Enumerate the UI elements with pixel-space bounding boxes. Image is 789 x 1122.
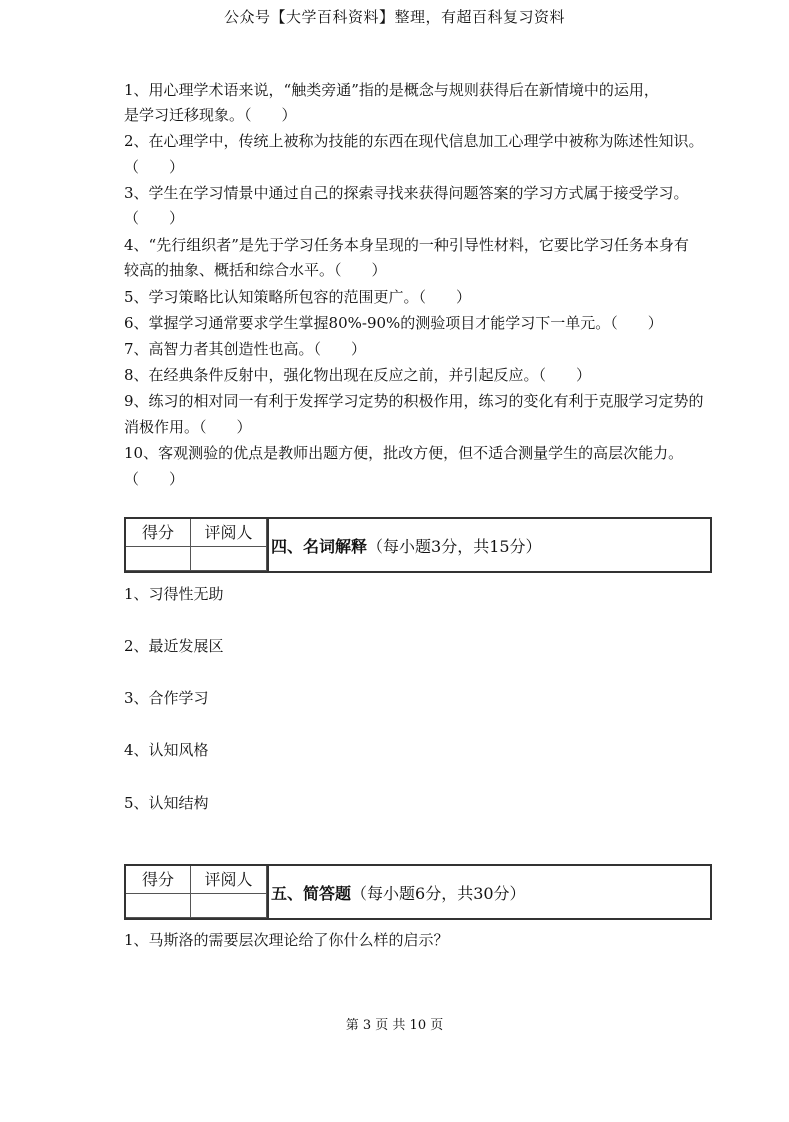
judgement-item-5: 5、学习策略比认知策略所包容的范围更广。（ ）	[124, 288, 472, 306]
judgement-item-2-line-2: （ ）	[124, 158, 185, 176]
section5-title-note: （每小题6分，共30分）	[351, 883, 526, 903]
reviewer-label: 评阅人	[191, 866, 267, 894]
score-label: 得分	[126, 519, 191, 547]
judgement-item-3-line-1: 3、学生在学习情景中通过自己的探索寻找来获得问题答案的学习方式属于接受学习。	[124, 184, 689, 202]
term-1: 1、习得性无助	[124, 585, 224, 603]
term-4: 4、认知风格	[124, 741, 209, 759]
page-footer: 第 3 页 共 10 页	[345, 1018, 444, 1033]
term-2: 2、最近发展区	[124, 637, 224, 655]
term-5: 5、认知结构	[124, 794, 209, 812]
score-cell	[126, 894, 191, 918]
term-3: 3、合作学习	[124, 689, 209, 707]
reviewer-cell	[191, 894, 267, 918]
section4-title-note: （每小题3分，共15分）	[367, 536, 542, 556]
short-answer-1: 1、马斯洛的需要层次理论给了你什么样的启示？	[124, 931, 449, 949]
judgement-item-2-line-1: 2、在心理学中，传统上被称为技能的东西在现代信息加工心理学中被称为陈述性知识。	[124, 132, 704, 150]
judgement-item-8: 8、在经典条件反射中，强化物出现在反应之前，并引起反应。（ ）	[124, 366, 592, 384]
judgement-item-4-line-1: 4、“先行组织者”是先于学习任务本身呈现的一种引导性材料，它要比学习任务本身有	[124, 236, 689, 254]
judgement-item-7: 7、高智力者其创造性也高。（ ）	[124, 340, 367, 358]
judgement-item-10-line-2: （ ）	[124, 470, 185, 488]
section5-title	[267, 866, 526, 918]
reviewer-label: 评阅人	[191, 519, 267, 547]
section4-title-bold: 四、名词解释	[271, 536, 368, 556]
section4-header-table	[124, 517, 712, 573]
page-header: 公众号【大学百科资料】整理，有超百科复习资料	[223, 8, 565, 26]
score-label: 得分	[126, 866, 191, 894]
judgement-item-9-line-2: 消极作用。（ ）	[124, 418, 252, 436]
reviewer-cell	[191, 547, 267, 571]
section5-header-table	[124, 864, 712, 920]
judgement-item-4-line-2: 较高的抽象、概括和综合水平。（ ）	[124, 261, 387, 279]
judgement-item-1-line-2: 是学习迁移现象。（ ）	[124, 106, 297, 124]
judgement-item-9-line-1: 9、练习的相对同一有利于发挥学习定势的积极作用，练习的变化有利于克服学习定势的	[124, 392, 704, 410]
judgement-item-3-line-2: （ ）	[124, 209, 185, 227]
judgement-item-6: 6、掌握学习通常要求学生掌握80%-90%的测验项目才能学习下一单元。（ ）	[124, 314, 663, 332]
judgement-item-10-line-1: 10、客观测验的优点是教师出题方便，批改方便，但不适合测量学生的高层次能力。	[124, 444, 684, 462]
section4-title	[267, 519, 542, 571]
judgement-item-1-line-1: 1、用心理学术语来说，“触类旁通”指的是概念与规则获得后在新情境中的运用，	[124, 81, 659, 99]
section5-title-bold: 五、简答题	[271, 883, 352, 903]
score-cell	[126, 547, 191, 571]
